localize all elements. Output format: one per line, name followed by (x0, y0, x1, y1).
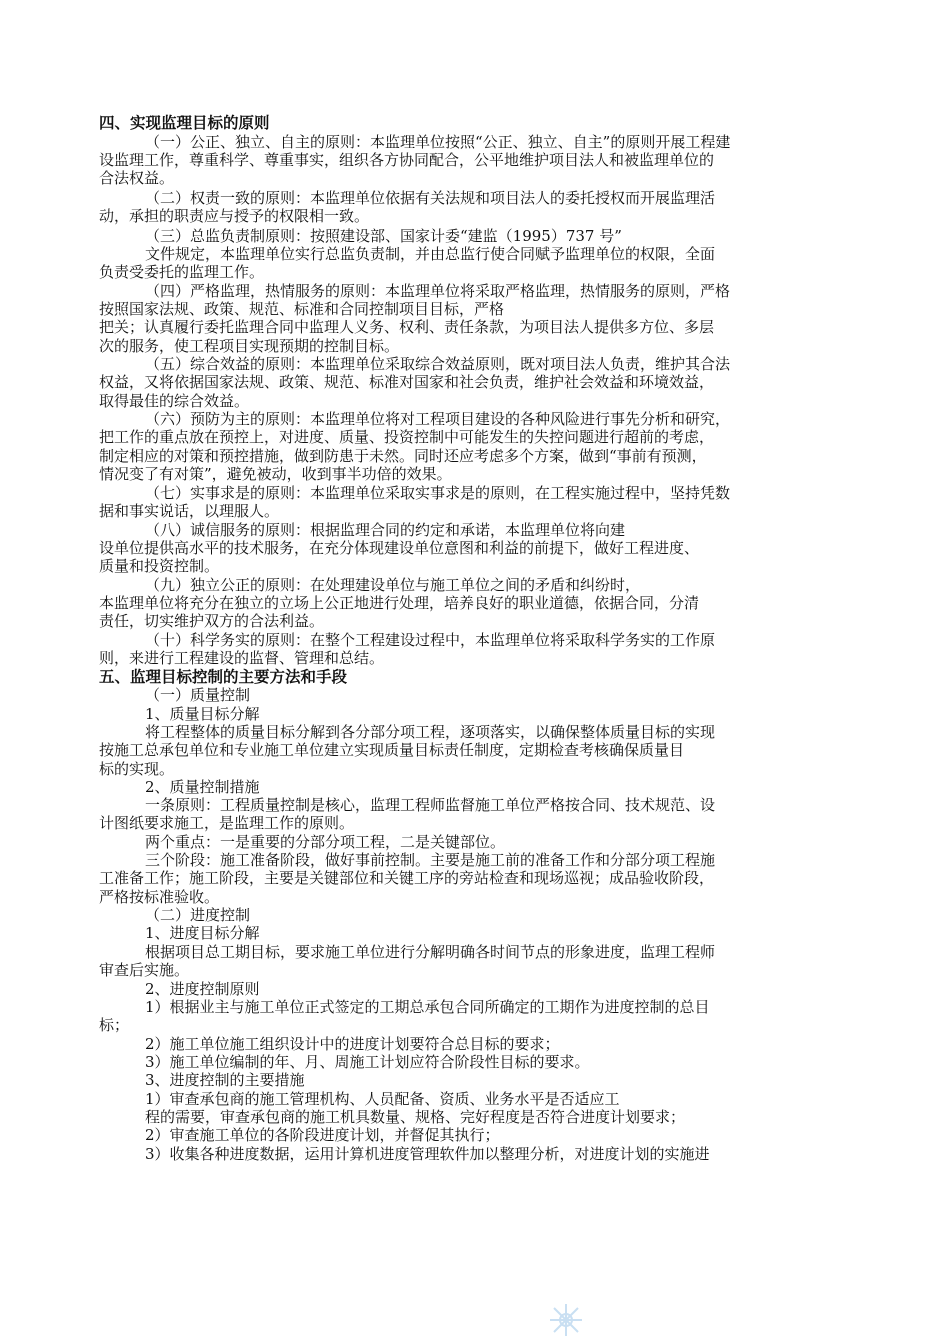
paragraph-line: 3、进度控制的主要措施 (145, 1071, 305, 1089)
paragraph-line: 把关；认真履行委托监理合同中监理人义务、权利、责任条款，为项目法人提供多方位、多层 (99, 318, 715, 336)
paragraph-line: （一）质量控制 (145, 686, 251, 704)
paragraph-line: 制定相应的对策和预控措施，做到防患于未然。同时还应考虑多个方案，做到“事前有预测， (99, 447, 707, 465)
paragraph-line: （七）实事求是的原则：本监理单位采取实事求是的原则，在工程实施过程中，坚持凭数 (145, 484, 731, 502)
paragraph-line: （二）进度控制 (145, 906, 251, 924)
paragraph-line: 责任，切实维护双方的合法利益。 (99, 612, 325, 630)
paragraph-line: 合法权益。 (99, 169, 175, 187)
paragraph-line: （八）诚信服务的原则：根据监理合同的约定和承诺，本监理单位将向建 (145, 521, 626, 539)
paragraph-line: 标的实现。 (99, 760, 175, 778)
paragraph-line: 程的需要，审查承包商的施工机具数量、规格、完好程度是否符合进度计划要求； (145, 1108, 686, 1126)
paragraph-line: 将工程整体的质量目标分解到各分部分项工程，逐项落实，以确保整体质量目标的实现 (145, 723, 716, 741)
paragraph-line: 按照国家法规、政策、规范、标准和合同控制项目目标，严格 (99, 300, 505, 318)
paragraph-line: 设监理工作，尊重科学、尊重事实，组织各方协同配合，公平地维护项目法人和被监理单位的 (99, 151, 715, 169)
paragraph-line: 情况变了有对策”，避免被动，收到事半功倍的效果。 (99, 465, 452, 483)
paragraph-line: （六）预防为主的原则：本监理单位将对工程项目建设的各种风险进行事先分析和研究， (145, 410, 731, 428)
paragraph-line: 1）审查承包商的施工管理机构、人员配备、资质、业务水平是否适应工 (145, 1090, 620, 1108)
paragraph-line: 次的服务，使工程项目实现预期的控制目标。 (99, 337, 400, 355)
paragraph-line: 把工作的重点放在预控上，对进度、质量、投资控制中可能发生的失控问题进行超前的考虑， (99, 428, 715, 446)
paragraph-line: 文件规定，本监理单位实行总监负责制，并由总监行使合同赋予监理单位的权限，全面 (145, 245, 716, 263)
paragraph-line: 3）施工单位编制的年、月、周施工计划应符合阶段性目标的要求。 (145, 1053, 590, 1071)
paragraph-line: 根据项目总工期目标，要求施工单位进行分解明确各时间节点的形象进度，监理工程师 (145, 943, 716, 961)
paragraph-line: 则，来进行工程建设的监督、管理和总结。 (99, 649, 385, 667)
paragraph-line: 据和事实说话，以理服人。 (99, 502, 280, 520)
section-heading: 五、监理目标控制的主要方法和手段 (99, 668, 348, 686)
paragraph-line: 2、进度控制原则 (145, 980, 260, 998)
paragraph-line: （一）公正、独立、自主的原则：本监理单位按照“公正、独立、自主”的原则开展工程建 (145, 133, 731, 151)
paragraph-line: 质量和投资控制。 (99, 557, 220, 575)
section-heading: 四、实现监理目标的原则 (99, 114, 270, 132)
paragraph-line: （九）独立公正的原则：在处理建设单位与施工单位之间的矛盾和纠纷时， (145, 576, 641, 594)
paragraph-line: 负责受委托的监理工作。 (99, 263, 265, 281)
paragraph-line: 3）收集各种进度数据，运用计算机进度管理软件加以整理分析，对进度计划的实施进 (145, 1145, 710, 1163)
paragraph-line: 2）审查施工单位的各阶段进度计划，并督促其执行； (145, 1126, 500, 1144)
paragraph-line: 权益，又将依据国家法规、政策、规范、标准对国家和社会负责，维护社会效益和环境效益， (99, 373, 715, 391)
paragraph-line: 2、质量控制措施 (145, 778, 260, 796)
paragraph-line: 1、质量目标分解 (145, 705, 260, 723)
paragraph-line: 三个阶段：施工准备阶段，做好事前控制。主要是施工前的准备工作和分部分项工程施 (145, 851, 716, 869)
paragraph-line: 标； (99, 1016, 130, 1034)
paragraph-line: 审查后实施。 (99, 961, 190, 979)
paragraph-line: 计图纸要求施工，是监理工作的原则。 (99, 814, 355, 832)
paragraph-line: 一条原则：工程质量控制是核心，监理工程师监督施工单位严格按合同、技术规范、设 (145, 796, 716, 814)
paragraph-line: 两个重点：一是重要的分部分项工程，二是关键部位。 (145, 833, 506, 851)
paragraph-line: （十）科学务实的原则：在整个工程建设过程中，本监理单位将采取科学务实的工作原 (145, 631, 716, 649)
paragraph-line: 动，承担的职责应与授予的权限相一致。 (99, 207, 370, 225)
paragraph-line: 严格按标准验收。 (99, 888, 220, 906)
snowflake-watermark-icon (548, 1302, 584, 1338)
paragraph-line: 按施工总承包单位和专业施工单位建立实现质量目标责任制度，定期检查考核确保质量目 (99, 741, 685, 759)
paragraph-line: 工准备工作；施工阶段，主要是关键部位和关键工序的旁站检查和现场巡视；成品验收阶段， (99, 869, 715, 887)
paragraph-line: 1）根据业主与施工单位正式签定的工期总承包合同所确定的工期作为进度控制的总目 (145, 998, 710, 1016)
paragraph-line: （二）权责一致的原则：本监理单位依据有关法规和项目法人的委托授权而开展监理活 (145, 189, 716, 207)
paragraph-line: 2）施工单位施工组织设计中的进度计划要符合总目标的要求； (145, 1035, 560, 1053)
paragraph-line: 设单位提供高水平的技术服务，在充分体现建设单位意图和利益的前提下，做好工程进度、 (99, 539, 700, 557)
paragraph-line: 本监理单位将充分在独立的立场上公正地进行处理，培养良好的职业道德，依据合同，分清 (99, 594, 700, 612)
paragraph-line: 1、进度目标分解 (145, 924, 260, 942)
paragraph-line: （三）总监负责制原则：按照建设部、国家计委“建监（1995）737 号” (145, 227, 622, 245)
paragraph-line: （五）综合效益的原则：本监理单位采取综合效益原则，既对项目法人负责，维护其合法 (145, 355, 731, 373)
paragraph-line: （四）严格监理，热情服务的原则：本监理单位将采取严格监理，热情服务的原则，严格 (145, 282, 731, 300)
paragraph-line: 取得最佳的综合效益。 (99, 392, 250, 410)
